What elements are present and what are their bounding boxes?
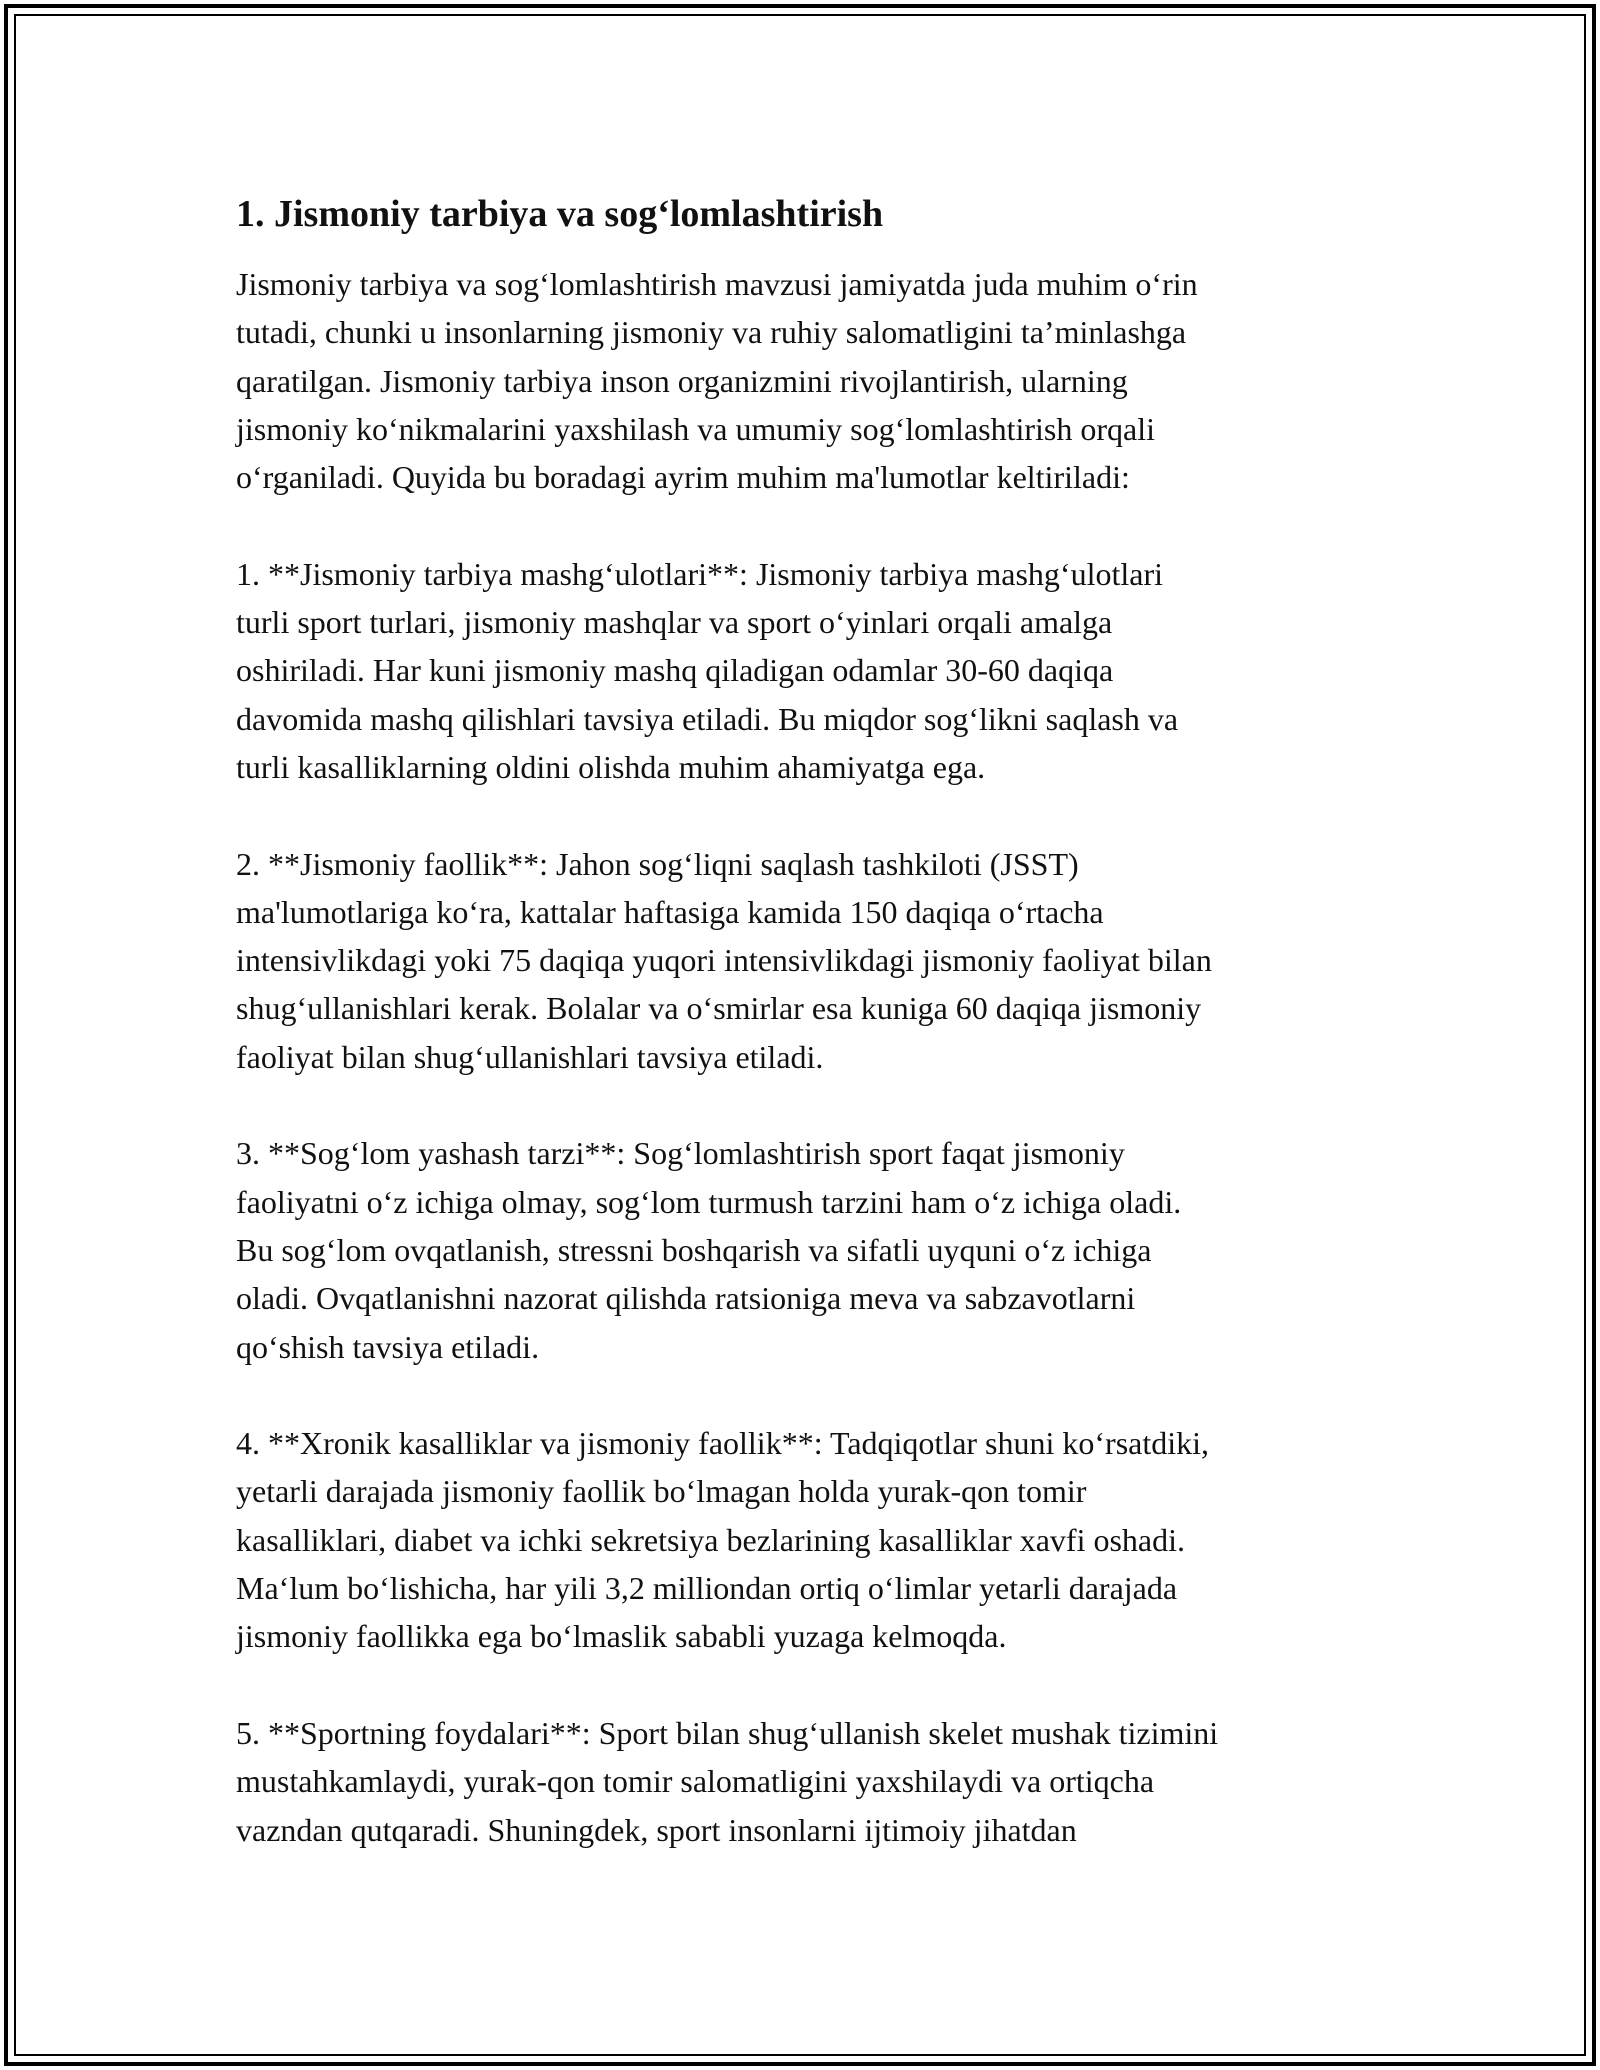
list-item-1: 1. **Jismoniy tarbiya mashg‘ulotlari**: Jismoniy tarbiya mashg‘ulotlari turli sport turlari, jismoniy mashqlar va sport o‘yinlari orqali amalga oshiriladi. Har kuni jismoniy mashq qiladigan odamlar 30-60 daqiqa davomida mashq qilishlari tavsiya etiladi. Bu miqdor sog‘likni saqlash va turli kasalliklarning oldini olishda muhim ahamiyatga ega. [236,555,1179,785]
intro-paragraph: Jismoniy tarbiya va sog‘lomlashtirish mavzusi jamiyatda juda muhim o‘rin tutadi, chunki u insonlarning jismoniy va ruhiy salomatligini ta’minlashga qaratilgan. Jismoniy tarbiya inson organizmini rivojlantirish, ularning jismoniy ko‘nikmalarini yaxshilash va umumiy sog‘lomlashtirish orqali o‘rganiladi. Quyida bu boradagi ayrim muhim ma'lumotlar keltiriladi: [236,266,1198,496]
list-item-2: 2. **Jismoniy faollik**: Jahon sog‘liqni saqlash tashkiloti (JSST) ma'lumotlariga ko‘ra, kattalar haftasiga kamida 150 daqiqa o‘rtacha intensivlikdagi yoki 75 daqiqa yuqori intensivlikdagi jismoniy faoliyat bilan shug‘ullanishlari kerak. Bolalar va o‘smirlar esa kuniga 60 daqiqa jismoniy faoliyat bilan shug‘ullanishlari tavsiya etiladi. [236,845,1212,1075]
page-title: 1. Jismoniy tarbiya va sog‘lomlashtirish [236,193,884,235]
list-item-5: 5. **Sportning foydalari**: Sport bilan shug‘ullanish skelet mushak tizimini mustahkamlaydi, yurak-qon tomir salomatligini yaxshilaydi va ortiqcha vazndan qutqaradi. Shuningdek, sport insonlarni ijtimoiy jihatdan [236,1714,1219,1848]
list-item-4: 4. **Xronik kasalliklar va jismoniy faollik**: Tadqiqotlar shuni ko‘rsatdiki, yetarli darajada jismoniy faollik bo‘lmagan holda yurak-qon tomir kasalliklari, diabet va ichki sekretsiya bezlarining kasalliklar xavfi oshadi. Ma‘lum bo‘lishicha, har yili 3,2 milliondan ortiq o‘limlar yetarli darajada jismoniy faollikka ega bo‘lmaslik sababli yuzaga kelmoqda. [236,1425,1210,1655]
list-item-3: 3. **Sog‘lom yashash tarzi**: Sog‘lomlashtirish sport faqat jismoniy faoliyatni o‘z ichiga olmay, sog‘lom turmush tarzini ham o‘z ichiga oladi. Bu sog‘lom ovqatlanish, stressni boshqarish va sifatli uyquni o‘z ichiga oladi. Ovqatlanishni nazorat qilishda ratsioniga meva va sabzavotlarni qo‘shish tavsiya etiladi. [236,1135,1182,1365]
document-body [236,182,1366,1854]
